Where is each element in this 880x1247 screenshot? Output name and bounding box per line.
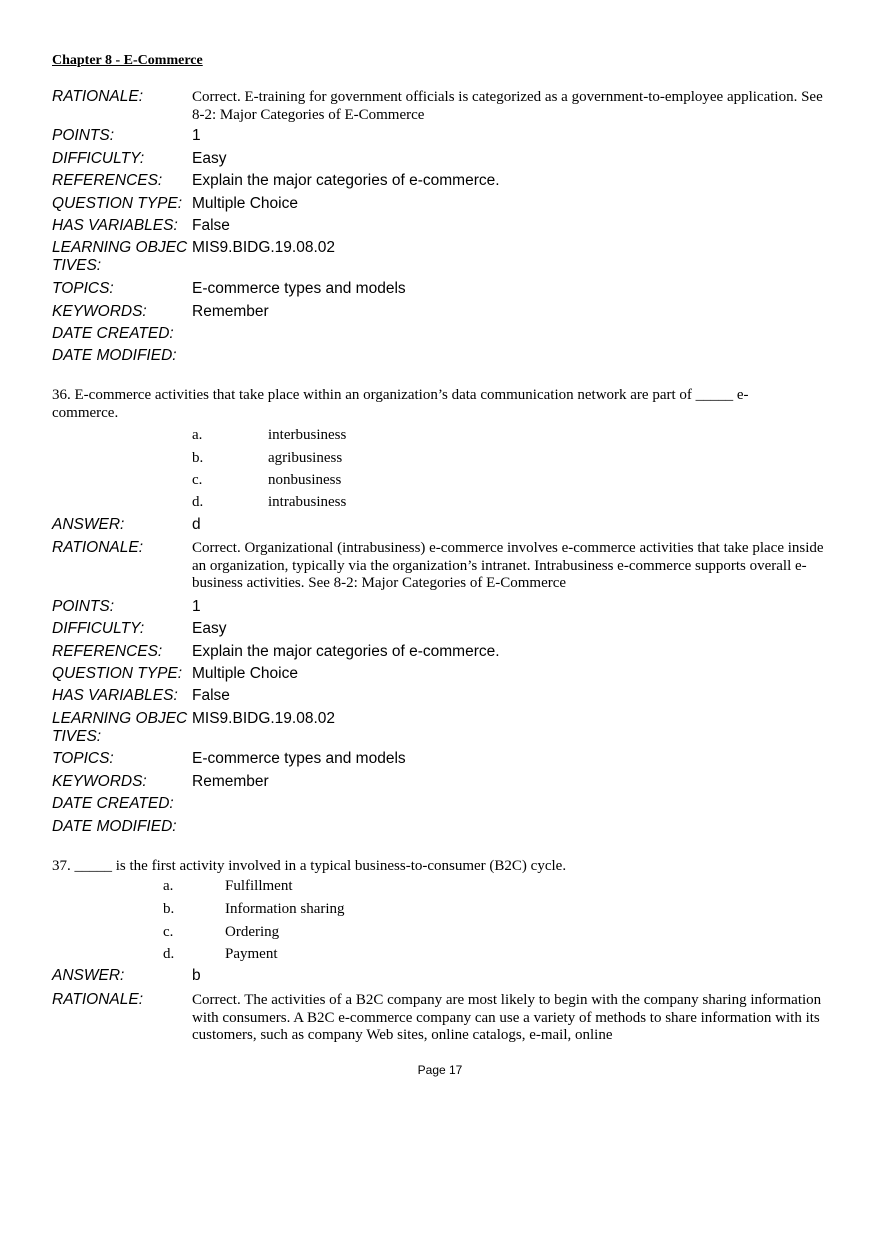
q37-rationale: Correct. The activities of a B2C company are most likely to begin with the company sharing information with consumers. A B2C e-commerce company can use a variety of methods to share information with its customers, such as company Web sites, online catalogs, e-mail, online xyxy=(192,992,822,1043)
q37-answer: b xyxy=(192,967,201,984)
q36-topics: E-commerce types and models xyxy=(192,750,406,767)
keywords-label: KEYWORDS: xyxy=(52,303,147,320)
q37-choice-text: Payment xyxy=(225,946,278,962)
q36-question-type: Multiple Choice xyxy=(192,665,298,682)
rationale-label: RATIONALE: xyxy=(52,88,144,105)
q35-topics: E-commerce types and models xyxy=(192,280,406,297)
difficulty-label: DIFFICULTY: xyxy=(52,150,145,167)
question-type-label: QUESTION TYPE: xyxy=(52,665,183,682)
q35-keywords: Remember xyxy=(192,303,269,320)
chapter-title: Chapter 8 - E-Commerce xyxy=(52,53,203,68)
q35-has-variables: False xyxy=(192,217,230,234)
q36-question-text: 36. E-commerce activities that take place within an organization’s data communication network are part of _____ e-commerce. xyxy=(52,387,749,421)
points-label: POINTS: xyxy=(52,598,115,615)
answer-label: ANSWER: xyxy=(52,516,125,533)
q37-choice-text: Information sharing xyxy=(225,901,345,917)
q36-rationale: Correct. Organizational (intrabusiness) e-commerce involves e-commerce activities that take place inside an organization, typically via the organization’s intranet. Intrabusiness e-commerce supports overall e-business activities. See 8-2: Major Categories of E-Commerce xyxy=(192,540,824,591)
q35-references: Explain the major categories of e-commerce. xyxy=(192,172,500,189)
date-created-label: DATE CREATED: xyxy=(52,795,174,812)
q36-choice-text: interbusiness xyxy=(268,427,347,443)
q36-has-variables: False xyxy=(192,687,230,704)
q36-choice-text: agribusiness xyxy=(268,450,343,466)
q36-choice-letter: a. xyxy=(192,427,203,443)
q37-choice-letter: d. xyxy=(163,946,175,962)
references-label: REFERENCES: xyxy=(52,172,163,189)
has-variables-label: HAS VARIABLES: xyxy=(52,217,178,234)
date-modified-label: DATE MODIFIED: xyxy=(52,347,177,364)
q36-choice-letter: b. xyxy=(192,450,204,466)
q35-points: 1 xyxy=(192,127,201,144)
q37-choice-text: Fulfillment xyxy=(225,878,293,894)
date-created-label: DATE CREATED: xyxy=(52,325,174,342)
q35-learning-objectives: MIS9.BIDG.19.08.02 xyxy=(192,239,336,256)
q36-choice-text: intrabusiness xyxy=(268,494,347,510)
q36-difficulty: Easy xyxy=(192,620,227,637)
q37-choice-letter: c. xyxy=(163,924,174,940)
q35-difficulty: Easy xyxy=(192,150,227,167)
q36-keywords: Remember xyxy=(192,773,269,790)
keywords-label: KEYWORDS: xyxy=(52,773,147,790)
topics-label: TOPICS: xyxy=(52,750,114,767)
q36-points: 1 xyxy=(192,598,201,615)
rationale-label: RATIONALE: xyxy=(52,991,144,1008)
q35-question-type: Multiple Choice xyxy=(192,195,298,212)
has-variables-label: HAS VARIABLES: xyxy=(52,687,178,704)
q37-choice-text: Ordering xyxy=(225,924,280,940)
q36-choice-letter: c. xyxy=(192,472,203,488)
learning-objectives-label: LEARNING OBJECTIVES: xyxy=(52,239,188,274)
date-modified-label: DATE MODIFIED: xyxy=(52,818,177,835)
q36-choice-letter: d. xyxy=(192,494,204,510)
topics-label: TOPICS: xyxy=(52,280,114,297)
difficulty-label: DIFFICULTY: xyxy=(52,620,145,637)
q37-choice-letter: b. xyxy=(163,901,175,917)
q37-question-text: 37. _____ is the first activity involved in a typical business-to-consumer (B2C) cycle. xyxy=(52,858,567,874)
points-label: POINTS: xyxy=(52,127,115,144)
references-label: REFERENCES: xyxy=(52,643,163,660)
question-type-label: QUESTION TYPE: xyxy=(52,195,183,212)
answer-label: ANSWER: xyxy=(52,967,125,984)
rationale-label: RATIONALE: xyxy=(52,539,144,556)
q36-references: Explain the major categories of e-commerce. xyxy=(192,643,500,660)
q35-rationale: Correct. E-training for government officials is categorized as a government-to-employee application. See 8-2: Major Categories of E-Commerce xyxy=(192,89,823,123)
q37-choice-letter: a. xyxy=(163,878,174,894)
page-number: Page 17 xyxy=(417,1063,463,1077)
learning-objectives-label: LEARNING OBJECTIVES: xyxy=(52,710,188,745)
q36-choice-text: nonbusiness xyxy=(268,472,342,488)
q36-learning-objectives: MIS9.BIDG.19.08.02 xyxy=(192,710,336,727)
q36-answer: d xyxy=(192,516,201,533)
